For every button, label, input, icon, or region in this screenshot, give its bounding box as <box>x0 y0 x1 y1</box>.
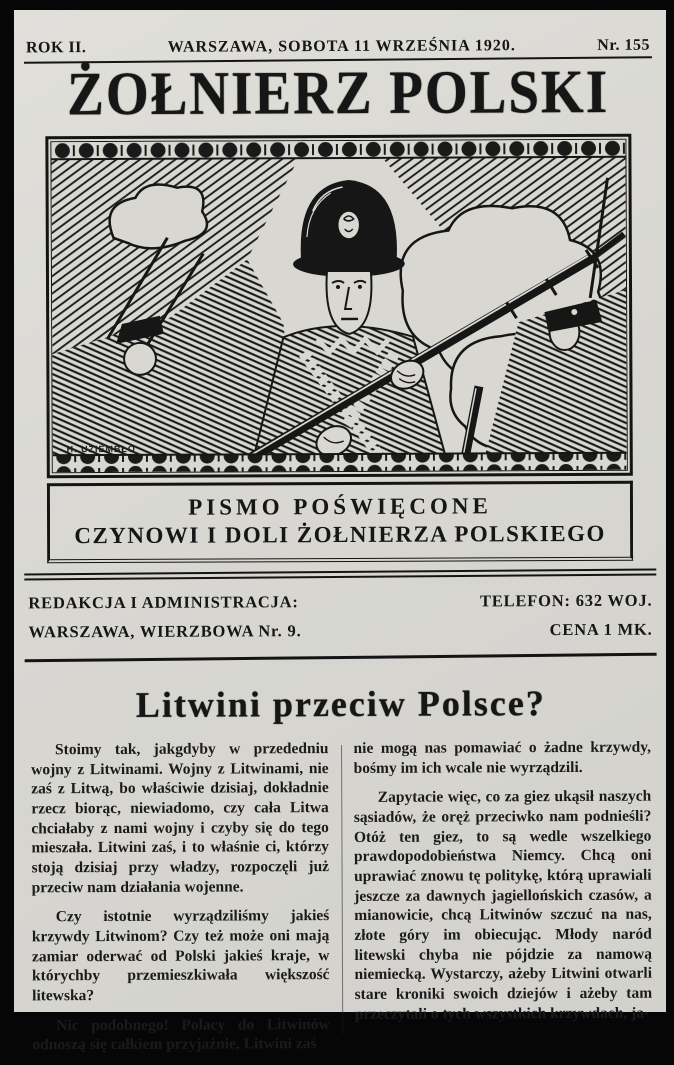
column-divider <box>341 745 343 1034</box>
newspaper-page <box>14 10 666 1012</box>
subtitle-line2: CZYNOWI I DOLI ŻOŁNIERZA POLSKIEGO <box>54 521 626 549</box>
issue-header <box>26 37 650 58</box>
article-columns <box>15 737 668 1065</box>
cena-line: CENA 1 MK. <box>480 616 652 646</box>
redakcja-line1: REDAKCJA I ADMINISTRACJA: <box>28 588 301 618</box>
paragraph: nie mogą nas pomawiać o żadne krzywdy, bośmy im ich wcale nie wyrządzili. <box>353 737 651 778</box>
paragraph: Zapytacie więc, co za giez ukąsił naszych sąsiadów, że oręż przeciwko nam podnieśli? Otóż ten giez, to są wedle wszelkiego prawdopodobieństwa Niemcy. Chcą oni uprawiać znowu tę politykę, którą uprawiali jeszcze za dawnych jagiellońskich czasów, a mianowicie, chcą Litwinów szczuć na nas, złote góry im obiecując. Młody naród litewski chyba nie pójdzie za namową niemiecką. Wystarczy, ażeby Litwini otwarli stare kroniki swoich dziejów i ażeby tam przeczytali o tych wszystkich krzywdach, ja- <box>354 787 653 1024</box>
woodcut-illustration <box>51 140 626 473</box>
imprint-block <box>14 577 666 654</box>
paragraph: Czy istotnie wyrządziliśmy jakieś krzywdy Litwinom? Czy też może oni mają zamiar oderwać od Polski jakieś kraje, w którychby przemieszkiwała większość litewska? <box>32 906 330 1006</box>
masthead-title: ŻOŁNIERZ POLSKI <box>12 60 664 126</box>
paragraph: Nic podobnego! Polacy do Litwinów odnoszą się całkiem przyjaźnie, Litwini zaś <box>32 1015 330 1056</box>
issue-date: WARSZAWA, SOBOTA 11 WRZEŚNIA 1920. <box>168 37 516 57</box>
subtitle-box <box>47 481 633 564</box>
column-right <box>353 737 652 1063</box>
left-soldier-face <box>124 343 156 375</box>
article-headline: Litwini przeciw Polsce? <box>15 681 667 726</box>
column-left <box>31 739 330 1065</box>
telefon-line: TELEFON: 632 WOJ. <box>480 587 652 617</box>
issue-year: ROK II. <box>26 39 86 57</box>
artist-signature: H. UZIEMBŁO <box>67 444 136 454</box>
subtitle-line1: PISMO POŚWIĘCONE <box>54 493 626 521</box>
redakcja-line2: WARSZAWA, WIERZBOWA Nr. 9. <box>28 617 301 647</box>
section-rule <box>25 653 657 665</box>
paragraph: Stoimy tak, jakgdyby w przededniu wojny z Litwinami. Wojny z Litwinami, nie zaś z Litwą, bo właściwie dzisiaj, dokładnie rzecz biorąc, niewiadomo, czy cała Litwa chciałaby z nami wojny i czyby się do tego mieszała. Litwini zaś, i to właśnie ci, którzy stoją dzisiaj przy władzy, rozpoczęli już przeciw nam działania wojenne. <box>31 739 329 898</box>
illustration-frame <box>45 134 632 479</box>
issue-number: Nr. 155 <box>597 37 650 55</box>
eagle-emblem <box>338 211 360 239</box>
